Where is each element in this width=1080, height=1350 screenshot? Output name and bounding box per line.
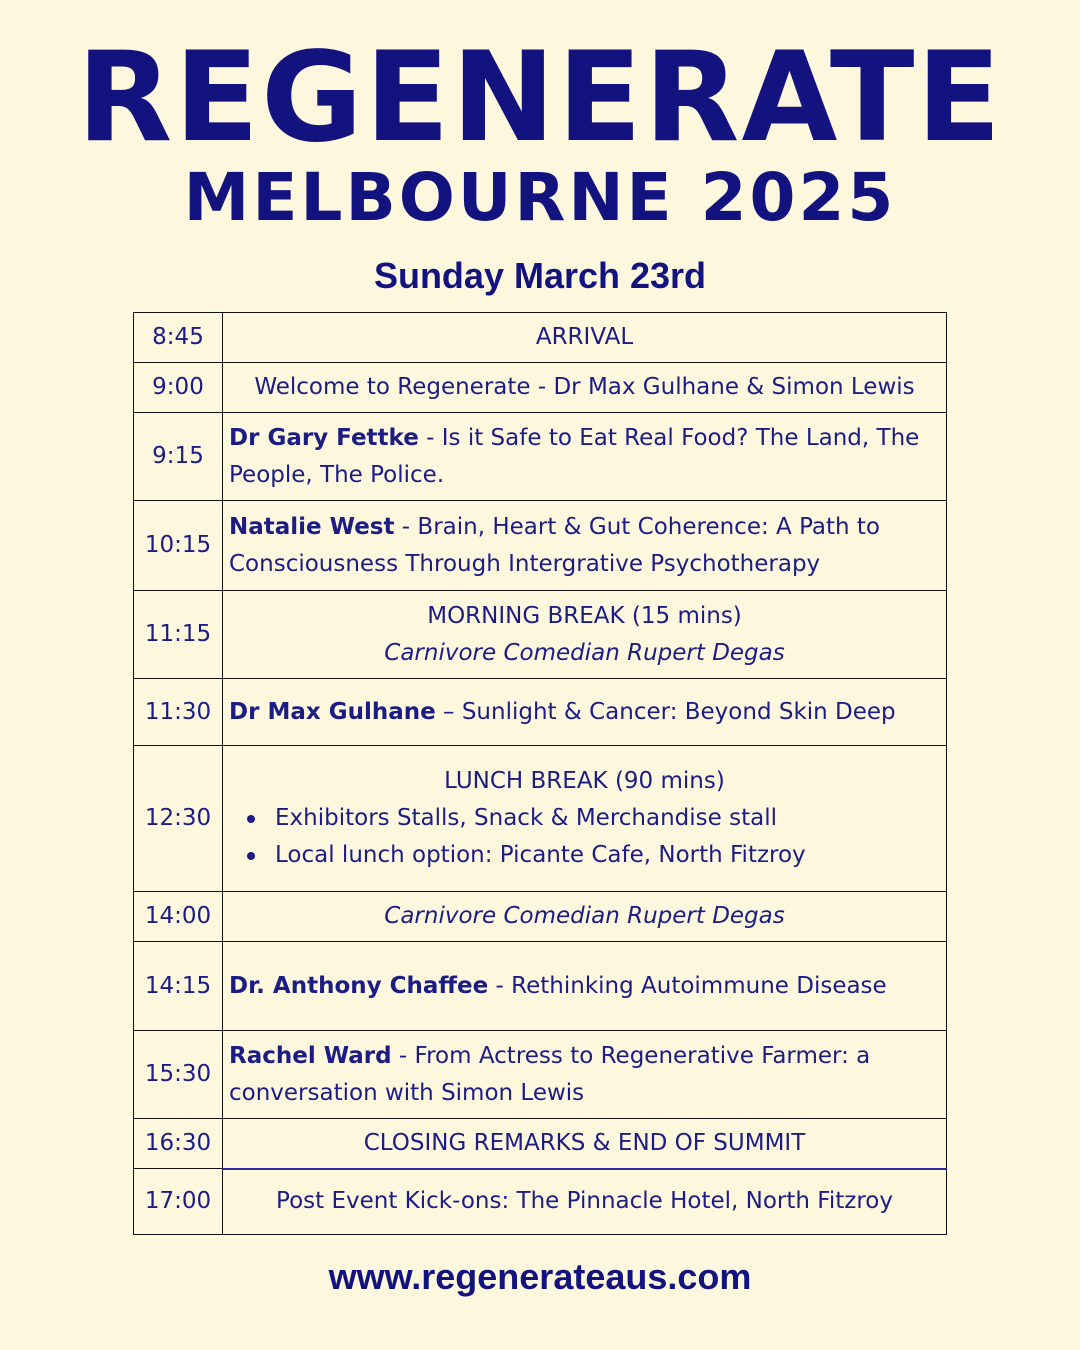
event-title: REGENERATE <box>76 26 1004 170</box>
lunch-options-list <box>229 800 940 874</box>
schedule-row <box>134 1119 947 1169</box>
break-label: LUNCH BREAK (90 mins) <box>444 768 725 794</box>
schedule-time: 9:15 <box>134 413 223 501</box>
schedule-time: 11:30 <box>134 679 223 746</box>
schedule-table <box>133 312 947 1235</box>
talk-title: - Brain, Heart & Gut Coherence: A Path to Consciousness Through Intergrative Psychotherapy <box>229 513 881 577</box>
schedule-description <box>223 591 947 679</box>
talk-title: – Sunlight & Cancer: Beyond Skin Deep <box>435 698 896 725</box>
schedule-time: 8:45 <box>134 313 223 363</box>
list-item: Local lunch option: Picante Cafe, North Fitzroy <box>275 837 940 874</box>
schedule-row <box>134 501 947 591</box>
schedule-description: Post Event Kick-ons: The Pinnacle Hotel, North Fitzroy <box>223 1169 947 1235</box>
schedule-time: 11:15 <box>134 591 223 679</box>
schedule-row <box>134 313 947 363</box>
schedule-row <box>134 679 947 746</box>
schedule-time: 9:00 <box>134 363 223 413</box>
schedule-time: 17:00 <box>134 1169 223 1235</box>
schedule-description <box>223 746 947 892</box>
break-label: MORNING BREAK (15 mins) <box>427 602 742 629</box>
schedule-time: 10:15 <box>134 501 223 591</box>
schedule-description <box>223 413 947 501</box>
schedule-description <box>223 1031 947 1119</box>
speaker-name: Dr. Anthony Chaffee <box>229 972 489 999</box>
schedule-row <box>134 1169 947 1235</box>
schedule-description <box>223 679 947 746</box>
schedule-time: 14:00 <box>134 892 223 942</box>
talk-title: - Rethinking Autoimmune Disease <box>488 972 887 999</box>
schedule-time: 14:15 <box>134 942 223 1031</box>
schedule-description: Welcome to Regenerate - Dr Max Gulhane & Simon Lewis <box>223 363 947 413</box>
schedule-row <box>134 363 947 413</box>
schedule-row <box>134 413 947 501</box>
event-subtitle: MELBOURNE 2025 <box>183 159 897 236</box>
talk-title: - From Actress to Regenerative Farmer: a conversation with Simon Lewis <box>229 1042 871 1106</box>
entertainment-note: Carnivore Comedian Rupert Degas <box>223 892 947 942</box>
schedule-time: 12:30 <box>134 746 223 892</box>
schedule-description: CLOSING REMARKS & END OF SUMMIT <box>223 1119 947 1169</box>
schedule-row <box>134 746 947 892</box>
entertainment-note: Carnivore Comedian Rupert Degas <box>384 639 785 666</box>
schedule-description <box>223 942 947 1031</box>
schedule-time: 16:30 <box>134 1119 223 1169</box>
schedule-row <box>134 942 947 1031</box>
schedule-row <box>134 591 947 679</box>
schedule-description: ARRIVAL <box>223 313 947 363</box>
speaker-name: Rachel Ward <box>229 1042 392 1069</box>
website-link[interactable]: www.regenerateaus.com <box>328 1256 752 1297</box>
speaker-name: Natalie West <box>229 513 395 540</box>
list-item: Exhibitors Stalls, Snack & Merchandise stall <box>275 800 940 837</box>
schedule-row <box>134 892 947 942</box>
speaker-name: Dr Gary Fettke <box>229 424 419 451</box>
talk-title: - Is it Safe to Eat Real Food? The Land, The People, The Police. <box>229 424 920 488</box>
speaker-name: Dr Max Gulhane <box>229 698 436 725</box>
schedule-row <box>134 1031 947 1119</box>
schedule-description <box>223 501 947 591</box>
schedule-time: 15:30 <box>134 1031 223 1119</box>
event-date: Sunday March 23rd <box>373 255 707 296</box>
